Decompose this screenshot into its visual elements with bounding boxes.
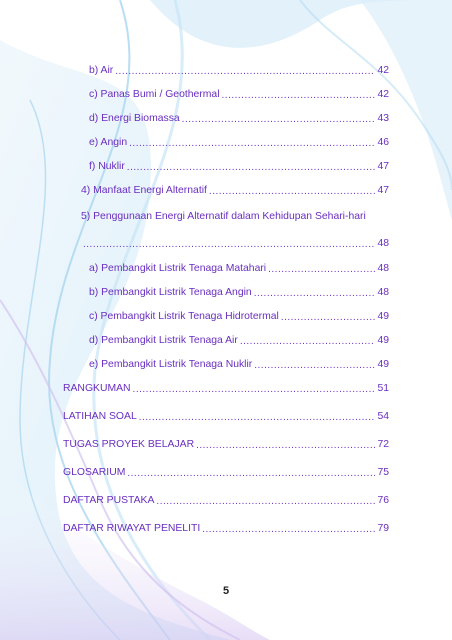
toc-leader-dots bbox=[182, 114, 375, 126]
toc-entry-label: d) Energi Biomassa bbox=[89, 113, 180, 124]
toc-entry-label: GLOSARIUM bbox=[63, 467, 126, 478]
toc-entry-page: 48 bbox=[377, 238, 389, 249]
toc-entry-continuation[interactable] bbox=[81, 235, 389, 251]
toc-entry-page: 46 bbox=[377, 137, 389, 148]
toc-entry[interactable] bbox=[63, 492, 389, 508]
toc-entry-label: f) Nuklir bbox=[89, 161, 125, 172]
toc-leader-dots bbox=[254, 288, 375, 300]
page-number: 5 bbox=[222, 585, 230, 597]
toc-entry-page: 43 bbox=[377, 113, 389, 124]
toc-entry-page: 72 bbox=[377, 439, 389, 450]
toc-entry-page: 75 bbox=[377, 467, 389, 478]
toc-entry-label: e) Angin bbox=[89, 137, 128, 148]
toc-entry-page: 76 bbox=[377, 495, 389, 506]
toc-entry-label: DAFTAR RIWAYAT PENELITI bbox=[63, 523, 201, 534]
toc-entry[interactable] bbox=[81, 182, 389, 198]
toc-entry-page: 49 bbox=[377, 335, 389, 346]
toc-leader-dots bbox=[83, 239, 375, 251]
toc-entry-page: 79 bbox=[377, 523, 389, 534]
toc-entry[interactable] bbox=[89, 86, 389, 102]
toc-entry-label: TUGAS PROYEK BELAJAR bbox=[63, 439, 195, 450]
toc-leader-dots bbox=[156, 496, 375, 508]
toc-leader-dots bbox=[209, 186, 375, 198]
toc-entry[interactable] bbox=[63, 464, 389, 480]
toc-leader-dots bbox=[281, 312, 375, 324]
toc-leader-dots bbox=[127, 162, 375, 174]
toc-entry-page: 48 bbox=[377, 263, 389, 274]
toc-leader-dots bbox=[240, 336, 375, 348]
toc-entry-page: 48 bbox=[377, 287, 389, 298]
toc-leader-dots bbox=[127, 468, 375, 480]
toc-leader-dots bbox=[254, 360, 375, 372]
toc-entry-label: LATIHAN SOAL bbox=[63, 411, 137, 422]
toc-entry-label: 5) Penggunaan Energi Alternatif dalam Kehidupan Sehari-hari bbox=[81, 211, 366, 222]
toc-entry-page: 49 bbox=[377, 359, 389, 370]
toc-entry-page: 49 bbox=[377, 311, 389, 322]
toc-entry-label: e) Pembangkit Listrik Tenaga Nuklir bbox=[89, 359, 253, 370]
toc-entry-page: 47 bbox=[377, 185, 389, 196]
toc-entry[interactable] bbox=[89, 134, 389, 150]
toc-entry[interactable] bbox=[89, 158, 389, 174]
toc-entry[interactable] bbox=[63, 408, 389, 424]
toc-entry[interactable] bbox=[89, 332, 389, 348]
toc-entry-page: 42 bbox=[377, 65, 389, 76]
toc-entry-label: a) Pembangkit Listrik Tenaga Matahari bbox=[89, 263, 267, 274]
toc-entry-page: 47 bbox=[377, 161, 389, 172]
toc-entry[interactable] bbox=[89, 110, 389, 126]
toc-leader-dots bbox=[133, 384, 375, 396]
toc-leader-dots bbox=[129, 138, 375, 150]
toc-entry[interactable] bbox=[89, 62, 389, 78]
toc-leader-dots bbox=[115, 66, 375, 78]
toc-leader-dots bbox=[268, 264, 375, 276]
toc-entry-page: 51 bbox=[377, 383, 389, 394]
toc-entry-label: 4) Manfaat Energi Alternatif bbox=[81, 185, 207, 196]
toc-entry[interactable] bbox=[89, 260, 389, 276]
toc-entry-label: c) Panas Bumi / Geothermal bbox=[89, 89, 220, 100]
toc-entry-label: DAFTAR PUSTAKA bbox=[63, 495, 155, 506]
toc-entry-label: RANGKUMAN bbox=[63, 383, 131, 394]
toc-entry-heading[interactable] bbox=[81, 208, 389, 224]
toc-leader-dots bbox=[196, 440, 375, 452]
toc-leader-dots bbox=[222, 90, 375, 102]
toc-entry[interactable] bbox=[89, 356, 389, 372]
toc-entry[interactable] bbox=[63, 520, 389, 536]
toc-entry-label: c) Pembangkit Listrik Tenaga Hidrotermal bbox=[89, 311, 279, 322]
toc-entry-page: 42 bbox=[377, 89, 389, 100]
toc-entry-label: b) Pembangkit Listrik Tenaga Angin bbox=[89, 287, 252, 298]
toc-entry[interactable] bbox=[89, 284, 389, 300]
toc-leader-dots bbox=[202, 524, 375, 536]
toc-entry[interactable] bbox=[89, 308, 389, 324]
toc-entry-page: 54 bbox=[377, 411, 389, 422]
toc-entry[interactable] bbox=[63, 380, 389, 396]
toc-entry-label: d) Pembangkit Listrik Tenaga Air bbox=[89, 335, 238, 346]
toc-leader-dots bbox=[139, 412, 375, 424]
toc-entry[interactable] bbox=[63, 436, 389, 452]
toc-entry-label: b) Air bbox=[89, 65, 114, 76]
